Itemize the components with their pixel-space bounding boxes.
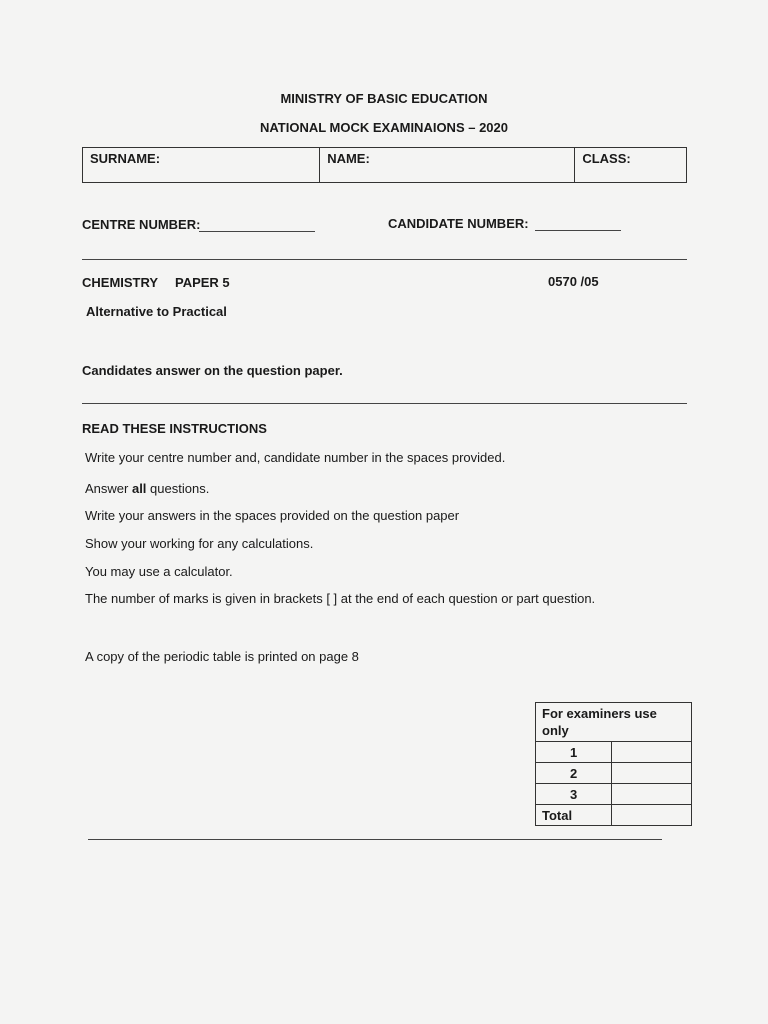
examiners-table-caption: For examiners use only <box>536 703 692 742</box>
question-number: 3 <box>536 784 612 805</box>
instruction-line-2-suffix: questions. <box>146 481 210 496</box>
table-row <box>536 742 692 763</box>
candidate-id-box <box>82 147 687 183</box>
surname-label: SURNAME: <box>90 151 161 166</box>
question-number: 1 <box>536 742 612 763</box>
paper-code: 0570 /05 <box>548 274 599 289</box>
ministry-heading: MINISTRY OF BASIC EDUCATION <box>280 91 488 106</box>
mark-cell[interactable] <box>612 784 692 805</box>
instruction-line-5: You may use a calculator. <box>85 564 233 579</box>
answer-note: Candidates answer on the question paper. <box>82 363 343 378</box>
instruction-line-2 <box>85 481 209 496</box>
exam-title: NATIONAL MOCK EXAMINAIONS – 2020 <box>259 120 508 135</box>
instruction-line-4: Show your working for any calculations. <box>85 536 314 551</box>
table-row <box>536 784 692 805</box>
divider-1 <box>82 259 687 260</box>
name-field[interactable] <box>320 148 575 182</box>
candidate-number-line[interactable] <box>535 230 621 231</box>
total-label: Total <box>536 805 612 826</box>
instruction-line-2-prefix: Answer <box>85 481 132 496</box>
centre-number-label: CENTRE NUMBER: <box>82 217 201 232</box>
divider-2 <box>82 403 687 404</box>
mark-cell[interactable] <box>612 742 692 763</box>
table-row <box>536 805 692 826</box>
question-number: 2 <box>536 763 612 784</box>
centre-number-line[interactable] <box>199 231 315 232</box>
paper-type: Alternative to Practical <box>86 304 227 319</box>
class-label: CLASS: <box>582 151 631 166</box>
subject-label: CHEMISTRY <box>82 275 159 290</box>
divider-bottom <box>88 839 662 840</box>
name-label: NAME: <box>327 151 370 166</box>
table-row <box>536 763 692 784</box>
instruction-line-6: The number of marks is given in brackets [ ] at the end of each question or part question. <box>85 591 596 606</box>
instruction-line-3: Write your answers in the spaces provided on the question paper <box>85 508 460 523</box>
instructions-heading: READ THESE INSTRUCTIONS <box>82 421 267 436</box>
total-mark-cell[interactable] <box>612 805 692 826</box>
instruction-line-2-emphasis: all <box>131 481 147 496</box>
instruction-line-1: Write your centre number and, candidate number in the spaces provided. <box>85 450 506 465</box>
periodic-table-note: A copy of the periodic table is printed on page 8 <box>85 649 359 664</box>
examiners-table <box>535 702 692 826</box>
surname-field[interactable] <box>83 148 320 182</box>
candidate-number-label: CANDIDATE NUMBER: <box>388 216 529 231</box>
class-field[interactable] <box>575 148 686 182</box>
mark-cell[interactable] <box>612 763 692 784</box>
paper-number-label: PAPER 5 <box>175 275 230 290</box>
